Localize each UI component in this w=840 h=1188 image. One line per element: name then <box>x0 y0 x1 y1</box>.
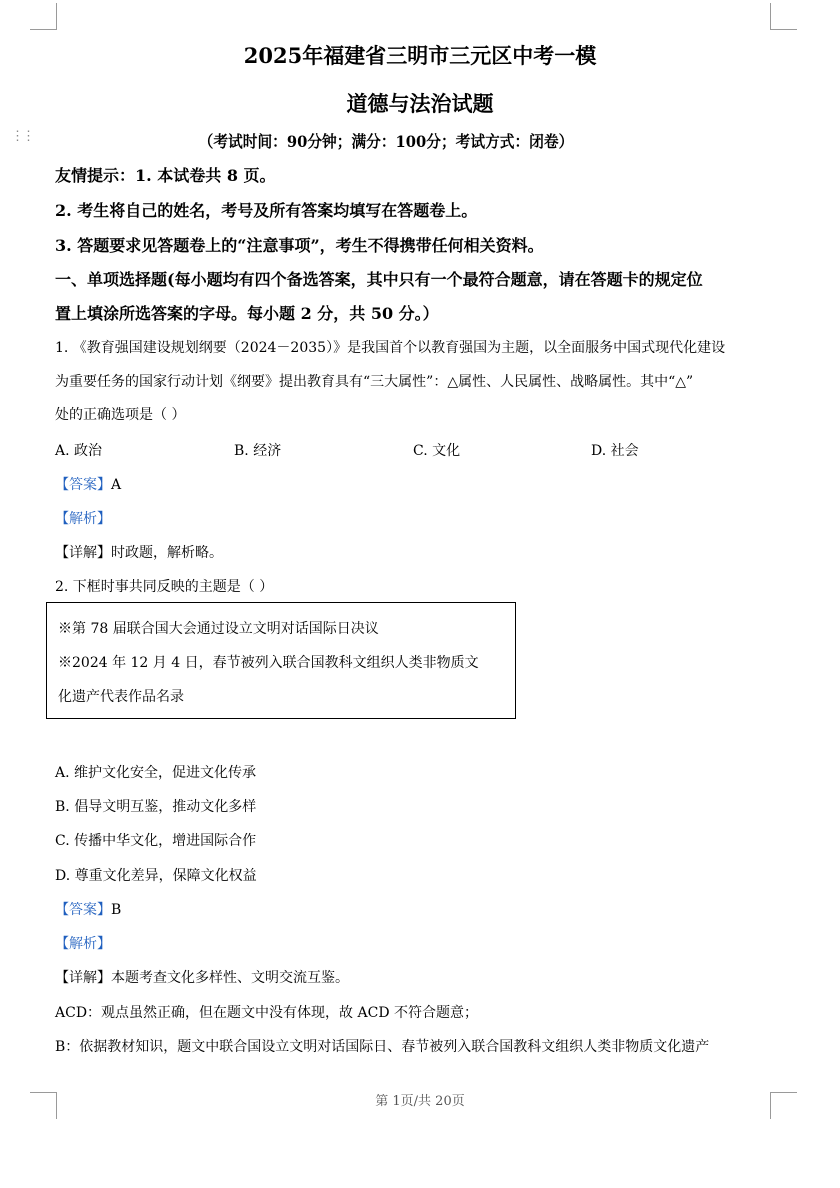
detail-text: 本题考查文化多样性、文明交流互鉴。 <box>111 970 349 986</box>
q1-option-c: C. 文化 <box>413 443 461 459</box>
q1-stem-line-1: 1. 《教育强国建设规划纲要（2024－2035）》是我国首个以教育强国为主题，以全面服务中国式现代化建设 <box>55 340 726 356</box>
q2-stem: 2. 下框时事共同反映的主题是（ ） <box>55 579 274 595</box>
note-line-3: 3. 答题要求见答题卷上的“注意事项”，考生不得携带任何相关资料。 <box>55 236 544 255</box>
q2-option-b: B. 倡导文明互鉴，推动文化多样 <box>55 799 257 815</box>
note-line-1: 友情提示：1. 本试卷共 8 页。 <box>55 166 276 185</box>
detail-label: 【详解】 <box>55 545 111 561</box>
answer-label: 【答案】 <box>55 902 111 918</box>
q1-option-d: D. 社会 <box>591 443 639 459</box>
answer-label: 【答案】 <box>55 477 111 493</box>
crop-mark-top-left <box>30 3 57 30</box>
crop-mark-top-right <box>770 3 797 30</box>
q1-detail <box>55 542 223 562</box>
q2-option-d: D. 尊重文化差异，保障文化权益 <box>55 868 257 884</box>
detail-text: 时政题，解析略。 <box>111 545 223 561</box>
drag-handle-icon[interactable]: ⋮⋮ <box>11 129 33 144</box>
q2-answer <box>55 899 121 919</box>
q1-option-b: B. 经济 <box>234 443 282 459</box>
q2-detail <box>55 967 349 987</box>
q2-box-line-1: ※第 78 届联合国大会通过设立文明对话国际日决议 <box>58 621 379 637</box>
section-heading-line-2: 置上填涂所选答案的字母。每小题 2 分，共 50 分。） <box>55 304 439 323</box>
q2-box-line-2: ※2024 年 12 月 4 日，春节被列入联合国教科文组织人类非物质文 <box>58 655 479 671</box>
q2-box-line-3: 化遗产代表作品名录 <box>58 689 184 705</box>
answer-value: A <box>111 477 122 493</box>
q1-stem-line-3: 处的正确选项是（ ） <box>55 407 186 423</box>
doc-subtitle: 道德与法治试题 <box>346 91 494 116</box>
q2-option-c: C. 传播中华文化，增进国际合作 <box>55 833 257 849</box>
q1-option-a: A. 政治 <box>55 443 103 459</box>
page-footer: 第 1页/共 20页 <box>375 1094 465 1109</box>
section-heading-line-1: 一、单项选择题(每小题均有四个备选答案，其中只有一个最符合题意，请在答题卡的规定位 <box>55 270 703 289</box>
q2-acd-note: ACD：观点虽然正确，但在题文中没有体现，故 ACD 不符合题意； <box>55 1005 478 1021</box>
detail-label: 【详解】 <box>55 970 111 986</box>
q1-answer <box>55 474 121 494</box>
doc-title: 2025年福建省三明市三元区中考一模 <box>243 43 597 68</box>
note-line-2: 2. 考生将自己的姓名，考号及所有答案均填写在答题卷上。 <box>55 201 478 220</box>
exam-info: （考试时间：90分钟；满分：100分；考试方式：闭卷） <box>198 132 574 151</box>
q2-analysis-label: 【解析】 <box>55 936 111 952</box>
q2-option-a: A. 维护文化安全，促进文化传承 <box>55 765 257 781</box>
q1-analysis-label: 【解析】 <box>55 511 111 527</box>
q2-b-note: B：依据教材知识，题文中联合国设立文明对话国际日、春节被列入联合国教科文组织人类非物质文化遗产 <box>55 1039 710 1055</box>
answer-value: B <box>111 902 122 918</box>
q1-stem-line-2: 为重要任务的国家行动计划《纲要》提出教育具有“三大属性”：△属性、人民属性、战略属性。其中“△” <box>55 374 694 390</box>
